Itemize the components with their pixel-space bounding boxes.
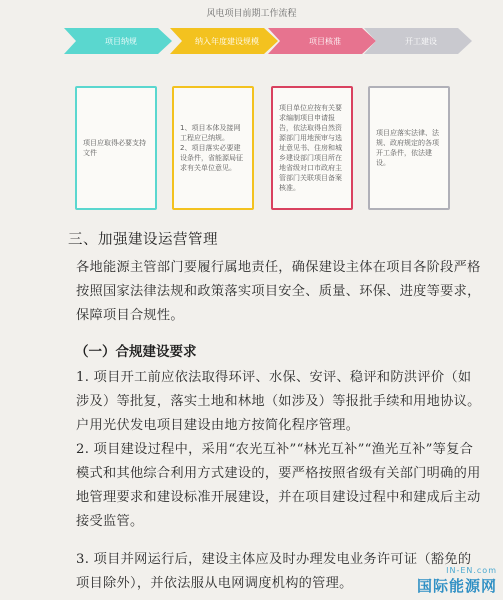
step-box-4 xyxy=(368,86,450,210)
step-label-1: 项目纳规 xyxy=(105,36,137,46)
item-2 xyxy=(50,438,482,534)
item-2-text: 2. 项目建设过程中，采用“农光互补”“林光互补”“渔光互补”等复合模式和其他综合利用方式建设的，要严格按照省级有关部门明确的用地管理要求和建设标准开展建设，并在项目建设过程中和建成后主动接受监管。 xyxy=(76,442,481,529)
item-3-text: 3. 项目并网运行后，建设主体应及时办理发电业务许可证（豁免的项目除外），并依法服从电网调度机构的管理。 xyxy=(76,552,472,591)
step-label-3: 项目核准 xyxy=(309,36,341,46)
step-box-text-3: 项目单位应按有关要求编制项目申请报告，依法取得自然资源部门用地预审与选址意见书、住房和城乡建设部门项目所在地省级对口市政府主管部门关联项目备案核准。 xyxy=(279,104,342,192)
diagram-title: 风电项目前期工作流程 xyxy=(206,9,297,19)
item-1-text: 1. 项目开工前应依法取得环评、水保、安评、稳评和防洪评价（如涉及）等批复，落实土地和林地（如涉及）等报批手续和用地协议。户用光伏发电项目建设由地方按简化程序管理。 xyxy=(76,370,481,433)
step-label-2: 纳入年度建设规模 xyxy=(195,36,259,46)
item-1 xyxy=(50,366,482,438)
watermark xyxy=(417,566,497,596)
step-box-2 xyxy=(172,86,254,210)
step-box-text-2: 1、项目本体及接网工程应已纳规。 2、项目落实必要建设条件，省能源局征求有关单位意见。 xyxy=(180,124,243,172)
subheading: （一）合规建设要求 xyxy=(75,344,197,360)
step-box-3 xyxy=(271,86,353,210)
step-arrow-2 xyxy=(170,28,278,54)
step-arrow-1 xyxy=(64,28,172,54)
watermark-brand: 国际能源网 xyxy=(416,577,497,595)
intro-text: 各地能源主管部门要履行属地责任，确保建设主体在项目各阶段严格按照国家法律法规和政策落实项目安全、质量、环保、进度等要求，保障项目合规性。 xyxy=(76,260,481,323)
step-label-4: 开工建设 xyxy=(405,36,437,46)
step-box-1 xyxy=(75,86,157,210)
step-arrow-3 xyxy=(268,28,376,54)
step-box-text-1: 项目应取得必要支持文件 xyxy=(83,139,146,157)
step-arrow-4 xyxy=(364,28,472,54)
section-heading: 三、加强建设运营管理 xyxy=(68,232,218,248)
intro-paragraph xyxy=(50,256,482,328)
watermark-url: IN-EN.com xyxy=(446,566,497,575)
step-box-text-4: 项目应落实法律、法规、政府规定的各项开工条件，依法建设。 xyxy=(376,129,439,167)
